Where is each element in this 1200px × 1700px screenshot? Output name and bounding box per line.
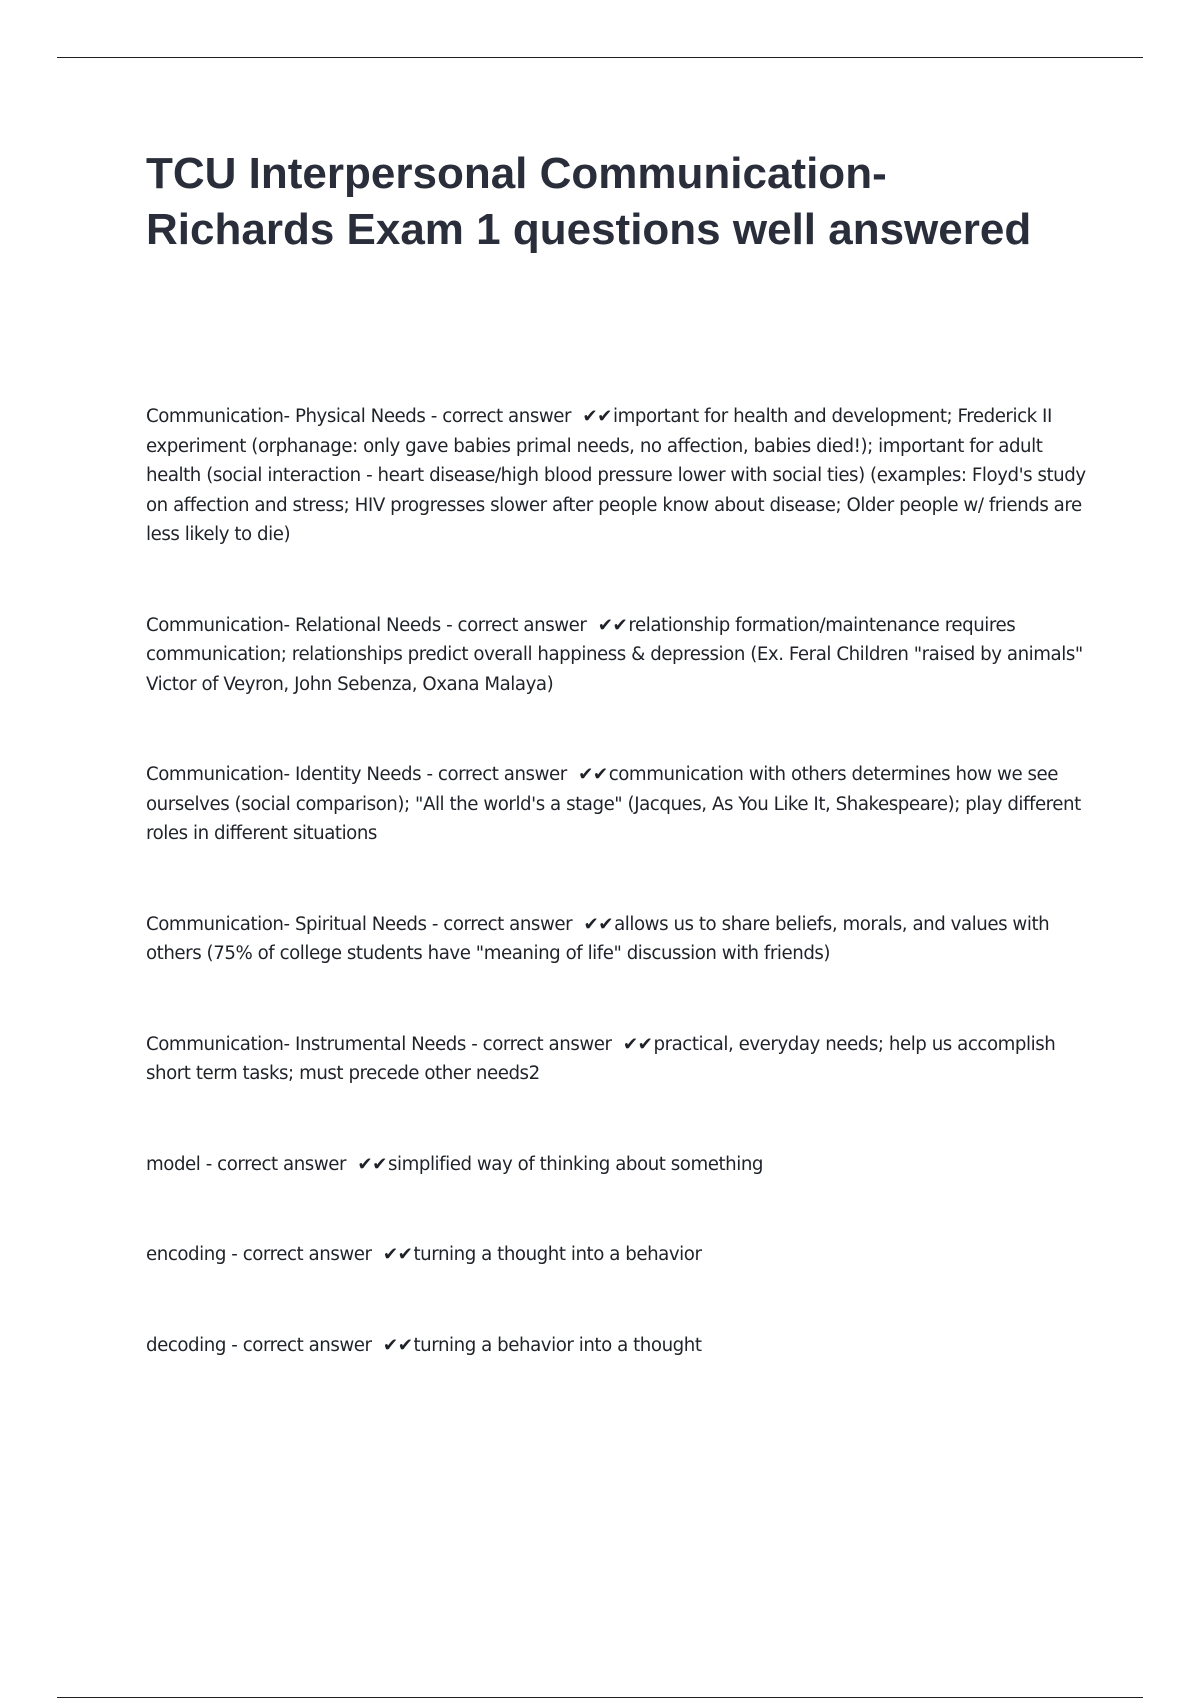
qa-item-instrumental-needs [146, 1030, 1086, 1089]
qa-term: model [146, 1153, 201, 1175]
qa-term: decoding [146, 1334, 226, 1356]
page-title: TCU Interpersonal Communication- Richards Exam 1 questions well answered [146, 149, 1032, 254]
qa-answer: important for health and development; Frederick II experiment (orphanage: only gave babies primal needs, no affection, babies died!); important for adult health (social interaction - heart disease/high blood pressure lower with social ties) (examples: Floyd's study on affection and stress; HIV progresses slower after people know about disease; Older people w/ friends are less likely to die) [146, 406, 1086, 545]
qa-item-encoding [146, 1240, 1086, 1270]
qa-item-spiritual-needs [146, 910, 1086, 969]
qa-answer: turning a behavior into a thought [413, 1334, 702, 1356]
check-mark-icon: ✔✔ [582, 406, 612, 427]
qa-term: Communication- Identity Needs [146, 764, 422, 785]
qa-item-identity-needs [146, 760, 1086, 849]
qa-separator: - correct answer [200, 1153, 352, 1175]
check-mark-icon: ✔✔ [578, 764, 608, 785]
qa-separator: - correct answer [425, 406, 577, 427]
qa-answer: practical, everyday needs; help us accomplish short term tasks; must precede other needs2 [146, 1033, 1056, 1084]
check-mark-icon: ✔✔ [382, 1334, 413, 1356]
check-mark-icon: ✔✔ [622, 1033, 653, 1055]
qa-separator: - correct answer [440, 614, 592, 636]
qa-answer: turning a thought into a behavior [413, 1244, 702, 1265]
qa-separator: - correct answer [465, 1033, 617, 1055]
qa-answer: allows us to share beliefs, morals, and values with others (75% of college students have "meaning of life" discussion with friends) [146, 913, 1050, 964]
qa-item-decoding [146, 1331, 1086, 1361]
qa-term: encoding [146, 1244, 226, 1265]
check-mark-icon: ✔✔ [382, 1244, 413, 1265]
qa-separator: - correct answer [421, 764, 573, 785]
qa-term: Communication- Instrumental Needs [146, 1033, 466, 1055]
qa-term: Communication- Relational Needs [146, 614, 441, 636]
qa-term: Communication- Physical Needs [146, 406, 426, 427]
footer-rule [57, 1697, 1143, 1698]
qa-item-relational-needs [146, 611, 1086, 700]
header-rule [57, 57, 1143, 58]
qa-answer: communication with others determines how we see ourselves (social comparison); "All the world's a stage" (Jacques, As You Like It, Shakespeare); play different roles in different situations [146, 764, 1081, 844]
qa-term: Communication- Spiritual Needs [146, 913, 427, 935]
qa-answer: simplified way of thinking about something [387, 1153, 764, 1175]
check-mark-icon: ✔✔ [583, 913, 614, 935]
qa-item-physical-needs [146, 402, 1086, 550]
check-mark-icon: ✔✔ [357, 1153, 387, 1175]
qa-list [146, 402, 1086, 1360]
qa-answer: relationship formation/maintenance requires communication; relationships predict overall happiness & depression (Ex. Feral Children "raised by animals" Victor of Veyron, John Sebenza, Oxana Malaya) [146, 614, 1083, 695]
qa-separator: - correct answer [225, 1244, 377, 1265]
qa-item-model [146, 1150, 1086, 1180]
qa-separator: - correct answer [426, 913, 578, 935]
check-mark-icon: ✔✔ [597, 614, 628, 636]
qa-separator: - correct answer [225, 1334, 377, 1356]
